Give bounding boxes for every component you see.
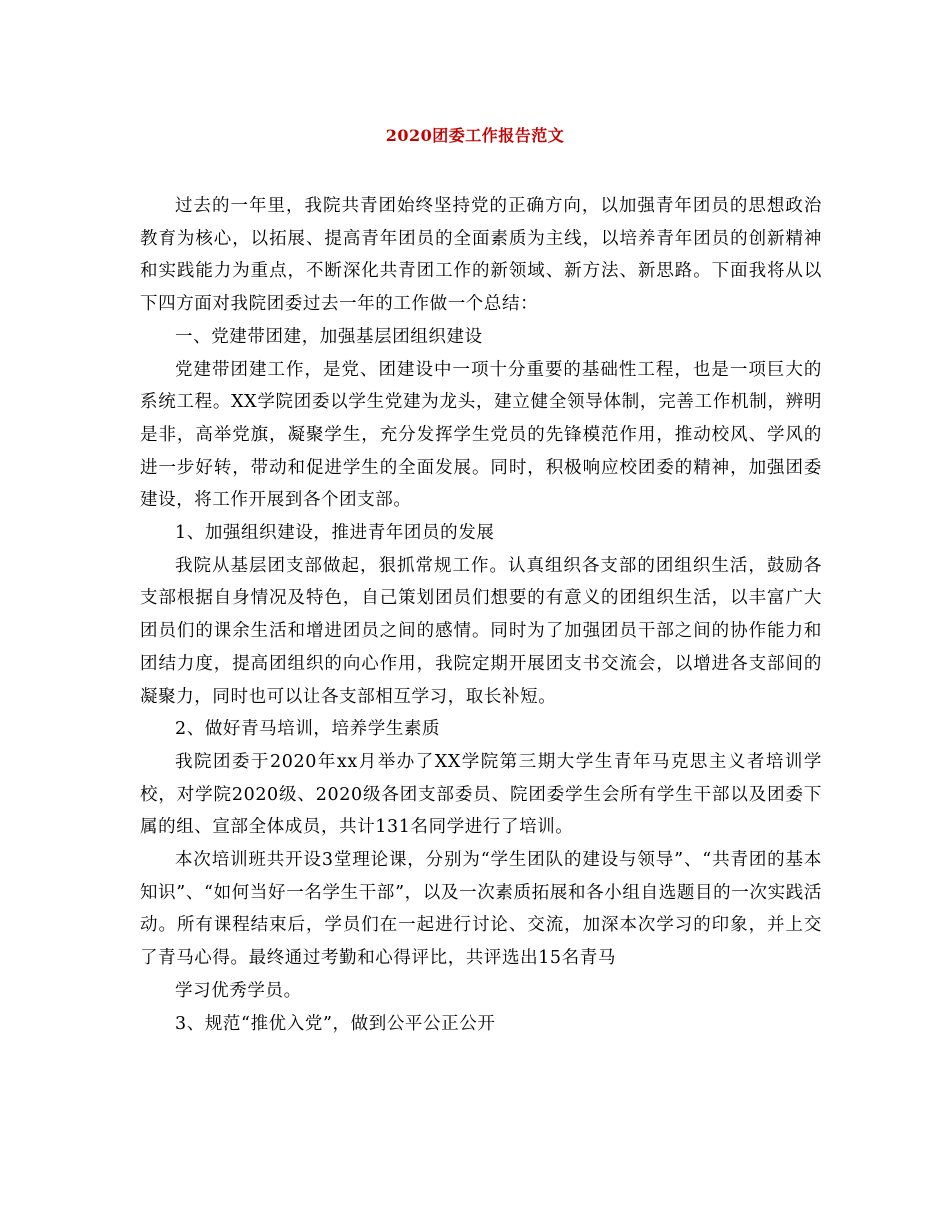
paragraph-organization: 我院从基层团支部做起，狠抓常规工作。认真组织各支部的团组织生活，鼓励各支部根据自身情况及特色，自己策划团员们想要的有意义的团组织生活，以丰富广大团员们的课余生活和增进团员之间的感情。同时为了加强团员干部之间的协作能力和团结力度，提高团组织的向心作用，我院定期开展团支书交流会，以增进各支部间的凝聚力，同时也可以让各支部相互学习，取长补短。 <box>140 555 822 707</box>
paragraph-training-result: 学习优秀学员。 <box>175 980 302 1001</box>
subsection-heading-1: 1、加强组织建设，推进青年团员的发展 <box>175 523 495 544</box>
document-body <box>140 190 822 1040</box>
paragraph-training-courses: 本次培训班共开设3堂理论课，分别为“学生团队的建设与领导”、“共青团的基本知识”、“如何当好一名学生干部”，以及一次素质拓展和各小组自选题目的一次实践活动。所有课程结束后，学员们在一起进行讨论、交流，加深本次学习的印象，并上交了青马心得。最终通过考勤和心得评比，共评选出15名青马 <box>140 850 822 969</box>
subsection-heading-3: 3、规范“推优入党”，做到公平公正公开 <box>175 1013 496 1034</box>
paragraph-training-school: 我院团委于2020年xx月举办了XX学院第三期大学生青年马克思主义者培训学校，对学院2020级、2020级各团支部委员、院团委学生会所有学生干部以及团委下属的组、宣部全体成员，共计131名同学进行了培训。 <box>140 751 822 838</box>
paragraph-intro: 过去的一年里，我院共青团始终坚持党的正确方向，以加强青年团员的思想政治教育为核心，以拓展、提高青年团员的全面素质为主线，以培养青年团员的创新精神和实践能力为重点，不断深化共青团工作的新领域、新方法、新思路。下面我将从以下四方面对我院团委过去一年的工作做一个总结： <box>140 196 822 315</box>
section-heading-1: 一、党建带团建，加强基层团组织建设 <box>175 326 483 347</box>
document-title: 2020团委工作报告范文 <box>385 126 565 145</box>
paragraph-party-building: 党建带团建工作，是党、团建设中一项十分重要的基础性工程，也是一项巨大的系统工程。XX学院团委以学生党建为龙头，建立健全领导体制，完善工作机制，辨明是非，高举党旗，凝聚学生，充分发挥学生党员的先锋模范作用，推动校风、学风的进一步好转，带动和促进学生的全面发展。同时，积极响应校团委的精神，加强团委建设，将工作开展到各个团支部。 <box>140 359 822 511</box>
subsection-heading-2: 2、做好青马培训，培养学生素质 <box>175 719 441 740</box>
